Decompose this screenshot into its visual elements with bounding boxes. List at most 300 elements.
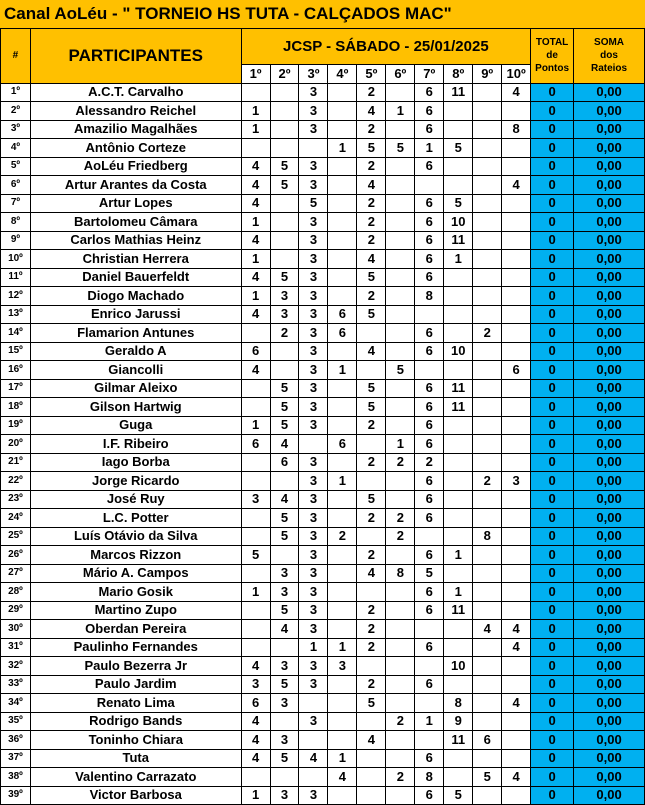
table-row [1, 102, 645, 121]
score-cell: 4 [502, 768, 531, 787]
score-cell [502, 416, 531, 435]
score-cell: 2 [386, 712, 415, 731]
soma-rateios-cell: 0,00 [574, 675, 645, 694]
score-cell: 3 [299, 398, 328, 417]
score-cell: 3 [299, 120, 328, 139]
score-cell [473, 435, 502, 454]
participant-name: Geraldo A [30, 342, 241, 361]
score-cell: 2 [357, 416, 386, 435]
soma-header-line3: Rateios [590, 63, 628, 75]
score-cell [473, 749, 502, 768]
participant-name: Gilson Hartwig [30, 398, 241, 417]
score-cell: 5 [357, 398, 386, 417]
table-row [1, 416, 645, 435]
score-cell [444, 675, 473, 694]
score-cell: 3 [299, 305, 328, 324]
participant-name: Flamarion Antunes [30, 324, 241, 343]
score-cell [473, 712, 502, 731]
score-cell [473, 694, 502, 713]
score-cell: 6 [415, 231, 444, 250]
score-cell [357, 472, 386, 491]
participant-name: Amazilio Magalhães [30, 120, 241, 139]
total-points-cell: 0 [531, 398, 574, 417]
score-cell: 1 [386, 102, 415, 121]
score-cell: 6 [241, 694, 270, 713]
score-cell [241, 324, 270, 343]
score-cell: 8 [415, 768, 444, 787]
score-cell [328, 102, 357, 121]
score-cell: 5 [386, 139, 415, 158]
score-cell: 3 [299, 268, 328, 287]
score-cell: 4 [241, 157, 270, 176]
position-cell: 20º [1, 435, 31, 454]
total-points-cell: 0 [531, 546, 574, 565]
score-cell [444, 157, 473, 176]
score-cell [444, 435, 473, 454]
sheet-title: Canal AoLéu - " TORNEIO HS TUTA - CALÇADOS MAC" [0, 0, 645, 28]
score-cell: 2 [357, 453, 386, 472]
table-row [1, 527, 645, 546]
total-points-cell: 0 [531, 287, 574, 306]
score-cell [328, 620, 357, 639]
participant-name: I.F. Ribeiro [30, 435, 241, 454]
position-cell: 21º [1, 453, 31, 472]
score-cell: 3 [241, 490, 270, 509]
position-cell: 39º [1, 786, 31, 805]
score-cell [444, 638, 473, 657]
score-cell [502, 527, 531, 546]
score-cell: 6 [415, 250, 444, 269]
total-points-cell: 0 [531, 786, 574, 805]
soma-rateios-cell: 0,00 [574, 490, 645, 509]
score-cell [386, 342, 415, 361]
soma-rateios-header [574, 29, 645, 84]
score-cell: 6 [415, 398, 444, 417]
total-points-cell: 0 [531, 139, 574, 158]
table-row [1, 546, 645, 565]
score-cell [502, 675, 531, 694]
total-points-cell: 0 [531, 231, 574, 250]
participant-name: Toninho Chiara [30, 731, 241, 750]
score-cell: 6 [328, 305, 357, 324]
score-cell [444, 472, 473, 491]
score-cell: 6 [328, 324, 357, 343]
score-cell: 3 [299, 379, 328, 398]
score-cell [473, 231, 502, 250]
position-cell: 24º [1, 509, 31, 528]
score-cell [386, 213, 415, 232]
total-points-cell: 0 [531, 453, 574, 472]
total-points-cell: 0 [531, 361, 574, 380]
score-cell [299, 768, 328, 787]
score-cell: 5 [444, 139, 473, 158]
position-cell: 15º [1, 342, 31, 361]
participant-name: Gilmar Aleixo [30, 379, 241, 398]
position-cell: 28º [1, 583, 31, 602]
position-cell: 31º [1, 638, 31, 657]
score-cell: 3 [299, 361, 328, 380]
score-cell [502, 250, 531, 269]
score-cell [444, 268, 473, 287]
position-cell: 38º [1, 768, 31, 787]
score-cell: 6 [415, 83, 444, 102]
score-cell [502, 435, 531, 454]
score-cell [473, 213, 502, 232]
score-cell: 10 [444, 657, 473, 676]
table-row [1, 712, 645, 731]
score-cell: 6 [241, 435, 270, 454]
score-cell [502, 102, 531, 121]
score-cell [473, 379, 502, 398]
soma-header-line2: dos [600, 50, 618, 62]
score-cell [444, 490, 473, 509]
score-cell: 5 [357, 490, 386, 509]
score-cell [444, 102, 473, 121]
score-cell: 6 [415, 416, 444, 435]
score-cell: 5 [241, 546, 270, 565]
score-cell: 2 [357, 120, 386, 139]
score-cell [241, 379, 270, 398]
soma-rateios-cell: 0,00 [574, 361, 645, 380]
score-cell: 6 [328, 435, 357, 454]
score-cell: 4 [502, 620, 531, 639]
score-cell [444, 749, 473, 768]
score-cell: 6 [415, 601, 444, 620]
score-cell [241, 638, 270, 657]
score-cell: 6 [415, 675, 444, 694]
score-cell: 3 [270, 731, 299, 750]
score-cell: 4 [357, 731, 386, 750]
score-cell: 2 [386, 453, 415, 472]
score-cell: 2 [357, 157, 386, 176]
score-cell [386, 638, 415, 657]
score-cell [328, 231, 357, 250]
score-cell [473, 176, 502, 195]
score-cell [241, 620, 270, 639]
score-cell: 5 [270, 509, 299, 528]
score-cell: 6 [415, 342, 444, 361]
score-cell: 8 [473, 527, 502, 546]
score-cell [502, 139, 531, 158]
position-cell: 25º [1, 527, 31, 546]
score-cell [415, 657, 444, 676]
score-cell [386, 416, 415, 435]
score-cell: 3 [299, 250, 328, 269]
participant-name: Jorge Ricardo [30, 472, 241, 491]
score-cell [444, 287, 473, 306]
score-cell [386, 287, 415, 306]
score-cell: 2 [357, 213, 386, 232]
score-cell: 3 [299, 546, 328, 565]
score-cell [386, 490, 415, 509]
soma-rateios-cell: 0,00 [574, 638, 645, 657]
score-cell [328, 176, 357, 195]
score-cell: 5 [299, 194, 328, 213]
score-cell: 3 [299, 601, 328, 620]
participant-name: A.C.T. Carvalho [30, 83, 241, 102]
score-cell [328, 157, 357, 176]
score-cell: 1 [444, 250, 473, 269]
position-cell: 3º [1, 120, 31, 139]
table-row [1, 287, 645, 306]
score-cell: 2 [357, 194, 386, 213]
score-cell: 3 [328, 657, 357, 676]
position-cell: 26º [1, 546, 31, 565]
soma-rateios-cell: 0,00 [574, 102, 645, 121]
total-points-cell: 0 [531, 527, 574, 546]
score-cell [357, 712, 386, 731]
score-cell: 4 [241, 361, 270, 380]
score-cell: 4 [357, 250, 386, 269]
total-points-cell: 0 [531, 213, 574, 232]
score-cell [502, 786, 531, 805]
score-cell: 6 [502, 361, 531, 380]
score-cell [415, 694, 444, 713]
score-cell [328, 213, 357, 232]
score-cell: 2 [357, 601, 386, 620]
soma-rateios-cell: 0,00 [574, 231, 645, 250]
total-points-cell: 0 [531, 250, 574, 269]
score-cell: 3 [299, 786, 328, 805]
score-cell [270, 120, 299, 139]
participant-name: Renato Lima [30, 694, 241, 713]
participant-name: Martino Zupo [30, 601, 241, 620]
participant-name: Artur Arantes da Costa [30, 176, 241, 195]
score-cell: 2 [270, 324, 299, 343]
score-cell: 5 [270, 268, 299, 287]
position-cell: 16º [1, 361, 31, 380]
score-cell [270, 83, 299, 102]
soma-rateios-cell: 0,00 [574, 268, 645, 287]
total-points-cell: 0 [531, 472, 574, 491]
position-cell: 30º [1, 620, 31, 639]
score-cell [386, 601, 415, 620]
participant-name: Enrico Jarussi [30, 305, 241, 324]
table-row [1, 398, 645, 417]
score-cell [502, 546, 531, 565]
score-cell [386, 176, 415, 195]
event-header: JCSP - SÁBADO - 25/01/2025 [241, 29, 531, 65]
score-cell: 3 [270, 564, 299, 583]
position-cell: 18º [1, 398, 31, 417]
soma-rateios-cell: 0,00 [574, 749, 645, 768]
score-cell: 1 [328, 139, 357, 158]
score-cell [444, 768, 473, 787]
score-cell: 4 [357, 176, 386, 195]
score-cell [473, 287, 502, 306]
position-cell: 37º [1, 749, 31, 768]
score-cell: 3 [299, 102, 328, 121]
score-cell: 3 [299, 712, 328, 731]
score-cell: 10 [444, 213, 473, 232]
score-cell: 2 [473, 472, 502, 491]
score-cell [415, 176, 444, 195]
soma-rateios-cell: 0,00 [574, 194, 645, 213]
position-cell: 23º [1, 490, 31, 509]
round-header-5: 5º [357, 65, 386, 84]
score-cell: 1 [241, 213, 270, 232]
score-cell [357, 749, 386, 768]
score-cell [386, 583, 415, 602]
score-cell: 4 [241, 657, 270, 676]
position-cell: 29º [1, 601, 31, 620]
score-cell [328, 194, 357, 213]
header-row-top [1, 29, 645, 65]
score-cell [328, 342, 357, 361]
score-cell [502, 231, 531, 250]
score-cell [328, 731, 357, 750]
soma-rateios-cell: 0,00 [574, 157, 645, 176]
score-cell [444, 416, 473, 435]
score-cell [473, 657, 502, 676]
score-cell: 4 [502, 83, 531, 102]
soma-rateios-cell: 0,00 [574, 453, 645, 472]
soma-rateios-cell: 0,00 [574, 731, 645, 750]
score-cell: 4 [241, 231, 270, 250]
participant-name: Giancolli [30, 361, 241, 380]
score-cell [386, 472, 415, 491]
soma-rateios-cell: 0,00 [574, 546, 645, 565]
score-cell [241, 564, 270, 583]
table-row [1, 120, 645, 139]
participant-name: AoLéu Friedberg [30, 157, 241, 176]
table-row [1, 342, 645, 361]
score-cell: 5 [270, 601, 299, 620]
round-header-1: 1º [241, 65, 270, 84]
score-cell: 5 [386, 361, 415, 380]
score-cell [502, 712, 531, 731]
score-cell: 5 [357, 694, 386, 713]
score-cell [270, 342, 299, 361]
total-points-cell: 0 [531, 509, 574, 528]
score-cell: 6 [415, 194, 444, 213]
score-cell [502, 657, 531, 676]
score-cell: 4 [502, 176, 531, 195]
score-cell: 4 [241, 268, 270, 287]
position-cell: 11º [1, 268, 31, 287]
table-row [1, 305, 645, 324]
score-cell [328, 398, 357, 417]
round-header-8: 8º [444, 65, 473, 84]
score-cell: 6 [415, 435, 444, 454]
soma-rateios-cell: 0,00 [574, 583, 645, 602]
score-cell [473, 583, 502, 602]
total-points-cell: 0 [531, 176, 574, 195]
participant-name: Guga [30, 416, 241, 435]
score-cell: 3 [270, 786, 299, 805]
score-cell: 1 [415, 712, 444, 731]
score-cell [386, 379, 415, 398]
total-points-cell: 0 [531, 120, 574, 139]
score-cell [473, 638, 502, 657]
score-cell [386, 731, 415, 750]
soma-rateios-cell: 0,00 [574, 601, 645, 620]
score-cell [502, 509, 531, 528]
score-cell [328, 675, 357, 694]
score-cell: 11 [444, 231, 473, 250]
score-cell [270, 638, 299, 657]
score-cell [473, 120, 502, 139]
score-cell: 2 [357, 546, 386, 565]
score-cell [415, 305, 444, 324]
score-cell [386, 786, 415, 805]
score-cell: 4 [241, 176, 270, 195]
total-points-cell: 0 [531, 657, 574, 676]
score-cell [357, 786, 386, 805]
score-cell: 4 [357, 342, 386, 361]
score-cell [473, 250, 502, 269]
score-cell [328, 564, 357, 583]
score-cell: 6 [415, 102, 444, 121]
score-cell: 4 [270, 490, 299, 509]
round-header-2: 2º [270, 65, 299, 84]
score-cell [241, 509, 270, 528]
score-cell [270, 712, 299, 731]
table-row [1, 583, 645, 602]
soma-rateios-cell: 0,00 [574, 83, 645, 102]
score-cell [328, 583, 357, 602]
score-cell: 4 [270, 435, 299, 454]
score-cell: 6 [415, 157, 444, 176]
score-cell [502, 194, 531, 213]
position-cell: 34º [1, 694, 31, 713]
table-row [1, 157, 645, 176]
score-cell: 3 [241, 675, 270, 694]
score-cell: 2 [357, 675, 386, 694]
total-header-line3: Pontos [535, 63, 570, 75]
soma-rateios-cell: 0,00 [574, 398, 645, 417]
score-cell: 1 [386, 435, 415, 454]
score-cell [328, 268, 357, 287]
score-cell: 5 [357, 379, 386, 398]
score-cell: 6 [415, 509, 444, 528]
score-cell: 3 [299, 490, 328, 509]
score-cell [473, 361, 502, 380]
total-points-cell: 0 [531, 601, 574, 620]
score-cell [502, 601, 531, 620]
score-cell: 3 [299, 564, 328, 583]
score-cell: 5 [270, 675, 299, 694]
score-cell: 6 [415, 546, 444, 565]
score-cell: 1 [328, 749, 357, 768]
score-cell: 5 [357, 139, 386, 158]
score-cell: 8 [502, 120, 531, 139]
table-row [1, 213, 645, 232]
score-cell [270, 250, 299, 269]
score-cell [386, 194, 415, 213]
score-cell [444, 176, 473, 195]
score-cell [386, 398, 415, 417]
score-cell [473, 490, 502, 509]
position-cell: 19º [1, 416, 31, 435]
score-cell [473, 194, 502, 213]
score-cell: 3 [299, 657, 328, 676]
round-header-10: 10º [502, 65, 531, 84]
score-cell: 6 [415, 490, 444, 509]
score-cell [386, 157, 415, 176]
total-points-cell: 0 [531, 342, 574, 361]
score-cell [299, 435, 328, 454]
score-cell [270, 546, 299, 565]
score-cell: 2 [357, 231, 386, 250]
soma-rateios-cell: 0,00 [574, 694, 645, 713]
score-cell: 6 [415, 268, 444, 287]
soma-rateios-cell: 0,00 [574, 213, 645, 232]
score-cell: 3 [299, 472, 328, 491]
score-cell: 5 [270, 379, 299, 398]
position-cell: 17º [1, 379, 31, 398]
score-cell [473, 139, 502, 158]
